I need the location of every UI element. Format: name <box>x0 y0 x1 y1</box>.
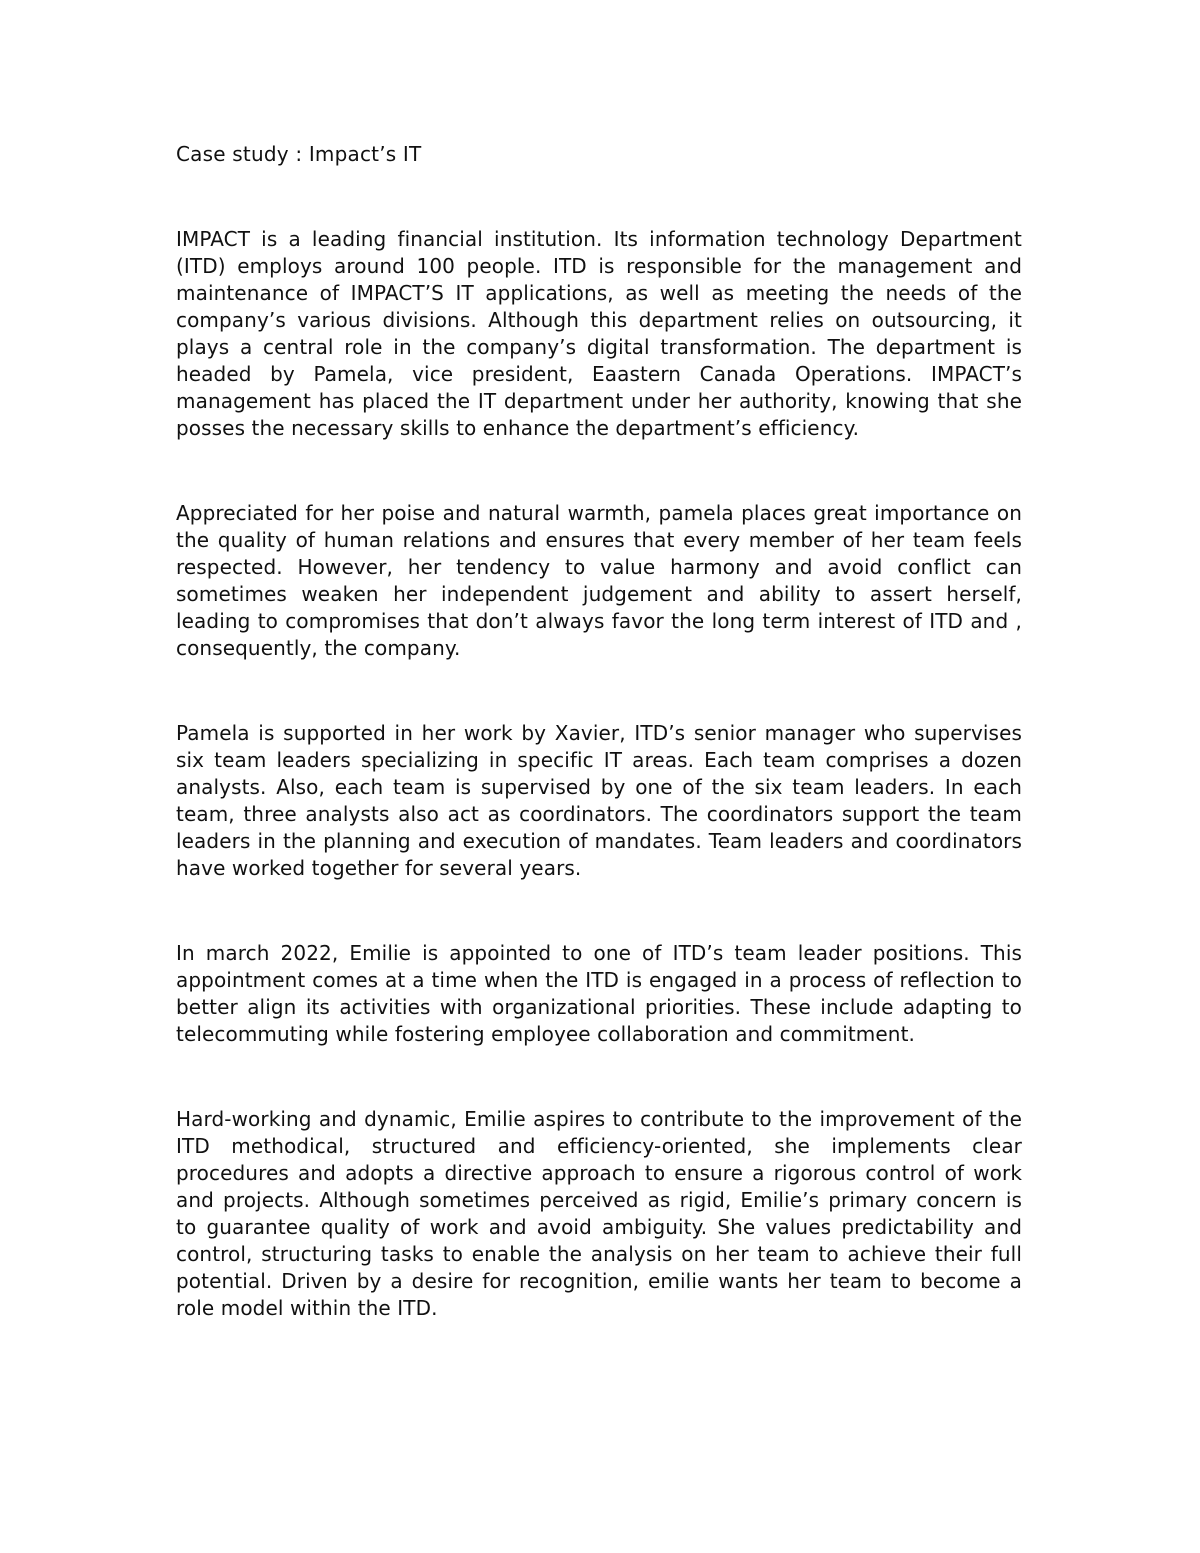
paragraph-pamela-profile: Appreciated for her poise and natural warmth, pamela places great importance on the quality of human relations and ensures that every member of her team feels respected. However, her tendency to value harmony and avoid conflict can sometimes weaken her independent judgement and ability to assert herself, leading to compromises that don’t always favor the long term interest of ITD and , consequently, the company. <box>176 501 1022 660</box>
paragraph-team-structure: Pamela is supported in her work by Xavier, ITD’s senior manager who supervises six team leaders specializing in specific IT areas. Each team comprises a dozen analysts. Also, each team is supervised by one of the six team leaders. In each team, three analysts also act as coordinators. The coordinators support the team leaders in the planning and execution of mandates. Team leaders and coordinators have worked together for several years. <box>176 721 1022 880</box>
paragraph-emilie-appointment: In march 2022, Emilie is appointed to one of ITD’s team leader positions. This appointment comes at a time when the ITD is engaged in a process of reflection to better align its activities with organizational priorities. These include adapting to telecommuting while fostering employee collaboration and commitment. <box>176 941 1022 1046</box>
paragraph-impact-overview: IMPACT is a leading financial institution. Its information technology Department (ITD) employs around 100 people. ITD is responsible for the management and maintenance of IMPACT’S IT applications, as well as meeting the needs of the company’s various divisions. Although this department relies on outsourcing, it plays a central role in the company’s digital transformation. The department is headed by Pamela, vice president, Eaastern Canada Operations. IMPACT’s management has placed the IT department under her authority, knowing that she posses the necessary skills to enhance the department’s efficiency. <box>176 227 1022 440</box>
paragraph-emilie-profile: Hard-working and dynamic, Emilie aspires to contribute to the improvement of the ITD methodical, structured and efficiency-oriented, she implements clear procedures and adopts a directive approach to ensure a rigorous control of work and projects. Although sometimes perceived as rigid, Emilie’s primary concern is to guarantee quality of work and avoid ambiguity. She values predictability and control, structuring tasks to enable the analysis on her team to achieve their full potential. Driven by a desire for recognition, emilie wants her team to become a role model within the ITD. <box>176 1107 1022 1320</box>
document-title: Case study : Impact’s IT <box>176 142 422 166</box>
document-body <box>176 141 1022 1322</box>
